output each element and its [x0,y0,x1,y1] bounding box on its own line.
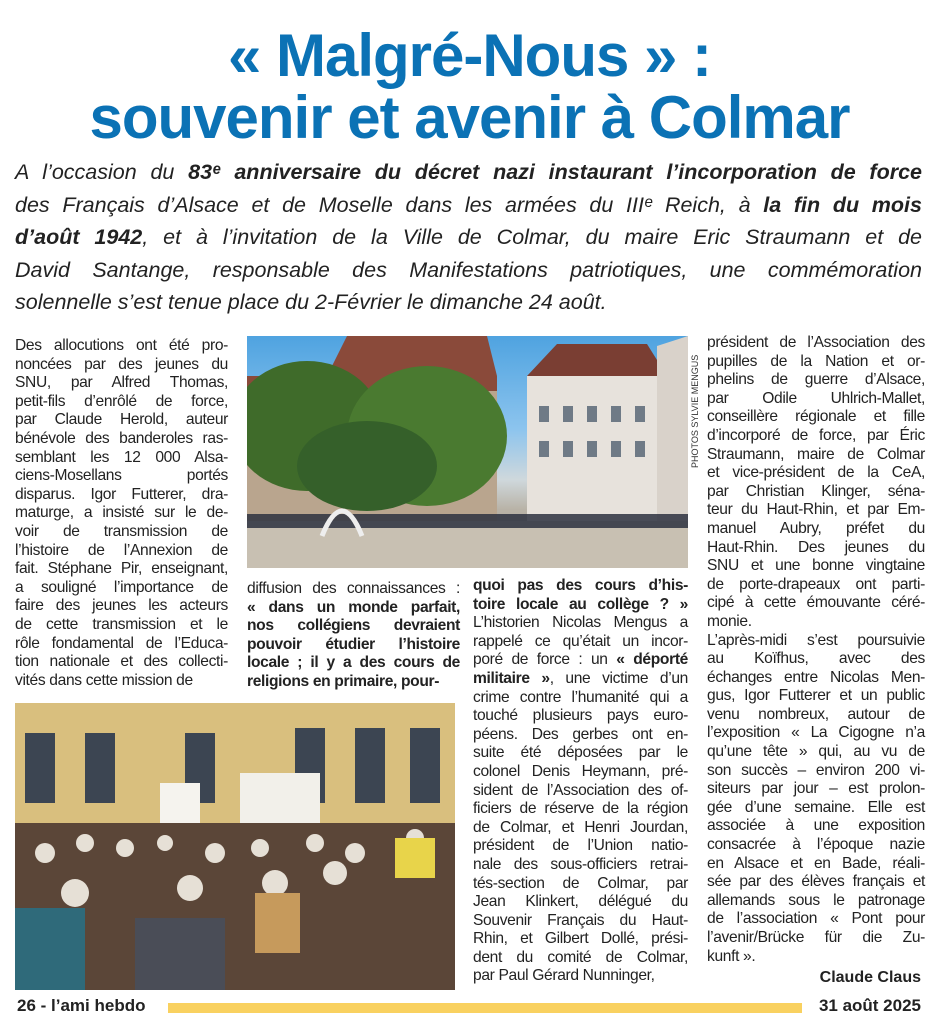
intro-paragraph [15,156,922,319]
text: ficiers de réserve de la région [473,800,688,818]
text: kunft ». [707,947,756,965]
text-line [707,743,925,762]
text-line [15,393,228,412]
text-line [707,948,925,967]
text-line [473,782,688,801]
text: SNU, par Alfred Thomas, [15,374,228,392]
text: gée d’une semaine. Elle est [707,798,925,816]
text-line [15,254,922,287]
text-line [15,221,922,254]
text: suite été déposées par le [473,744,688,762]
text: Jean Klinkert, délégué du [473,893,688,911]
text-line [473,726,688,745]
footer-page-label: 26 - l’ami hebdo [17,996,146,1015]
text: et vice-président de la CeA, [707,464,925,482]
headline-line-1: « Malgré-Nous » : [227,22,712,89]
text: gus, Igor Futterer et un public [707,687,925,705]
text-line [707,892,925,911]
text-line [15,286,922,319]
text-line [473,577,688,596]
text: par Christian Klinger, séna- [707,482,925,500]
text: siteurs par jour – est prolon- [707,780,925,798]
text: par Odile Uhlrich-Mallet, [707,389,925,407]
text-line [247,617,460,636]
text-line [707,762,925,781]
text: poré de force : un [473,651,617,669]
text: de cette transmission et le [15,615,228,633]
bold-text: la fin du mois [763,192,922,217]
text-line [15,616,228,635]
article-column-2 [247,580,460,692]
bold-text: quoi pas des cours d’his- [473,577,688,594]
text-line [15,635,228,654]
text: bénévole des banderoles ras- [15,429,228,447]
text-line [473,949,688,968]
text-line [473,744,688,763]
text: associée à une exposition [707,817,925,835]
text-line [473,967,688,986]
text-line [473,596,688,615]
text: l’histoire de l’Annexion de [15,541,228,559]
byline: Claude Claus [819,969,921,986]
text: rôle fondamental de l’Educa- [15,634,228,652]
text-line [247,580,460,599]
text: maturge, a insisté sur le de- [15,504,228,522]
text: président de l’Association des [707,334,925,351]
text: diffusion des connaissances : [247,580,460,597]
text: touché plusieurs pays euro- [473,707,688,725]
text: rappelé ce qu’était un incor- [473,632,688,650]
text-line [15,672,228,691]
text: qu’une tête » qui, au vu de [707,743,925,761]
text: voir de transmission de [15,522,228,540]
text: échanges entre Nicolas Men- [707,668,925,686]
text-line [15,449,228,468]
text: manuel Aubry, préfet du [707,519,925,537]
text-line [707,427,925,446]
text-line [15,523,228,542]
text-line [707,576,925,595]
text-line [707,353,925,372]
text-line [707,706,925,725]
text: vités dans cette mission de [15,671,193,689]
text: tion nationale et des collecti- [15,653,228,671]
text: Des allocutions ont été pro- [15,337,228,354]
bold-text: « dans un monde parfait, [247,598,460,616]
text: crime contre l’humanité qui a [473,688,688,706]
ceremony-photo [247,336,688,568]
text-line [707,669,925,688]
text-line [707,446,925,465]
text: Rhin, et Gilbert Dollé, prési- [473,930,688,948]
text: en Alsace et en Bade, réali- [707,854,925,872]
text-line [707,483,925,502]
bold-text: 83ᵉ anniversaire du décret nazi instaurant l’incorporation de force [188,160,922,184]
text: A l’occasion du [15,160,189,184]
text-line [473,670,688,689]
text-line [15,156,922,189]
text: au Koïfhus, avec des [707,650,925,668]
text: conseillère régionale et fille [707,408,925,426]
text-line [473,800,688,819]
text: l’exposition « La Cigogne n’a [707,724,925,742]
text: dent du comité de Colmar, [473,948,688,966]
text-line [15,374,228,393]
text-line [707,929,925,948]
text-line [473,633,688,652]
text-line [707,817,925,836]
article-column-4 [707,334,925,966]
text: consacrée à l’époque nazie [707,836,925,854]
text: teur du Haut-Rhin, et par Em- [707,501,925,519]
text: tés-section de Colmar, par [473,874,688,892]
text-line [473,614,688,633]
bold-text: pouvoir étudier l’histoire [247,635,460,653]
text-line [15,356,228,375]
text-line [15,411,228,430]
text: colonel Denis Heymann, pré- [473,762,688,780]
text: faire des jeunes les acteurs [15,597,228,615]
text-line [707,557,925,576]
text-line [473,837,688,856]
text: L’après-midi s’est poursuivie [707,631,925,649]
text: David Santange, responsable des Manifestations patriotiques, une commémoration [15,257,922,282]
bold-text: d’août 1942 [15,225,143,250]
text-line [707,632,925,651]
text: de l’association « Pont pour [707,910,925,928]
text-line [707,390,925,409]
text-line [15,337,228,356]
text-line [707,520,925,539]
text-line [707,650,925,669]
text-line [473,651,688,670]
text-line [707,836,925,855]
text: , une victime d’un [549,669,688,687]
text-line [707,613,925,632]
text: cipé à cette émouvante céré- [707,594,925,612]
text: disparus. Igor Futterer, dra- [15,485,228,503]
article-column-1 [15,337,228,690]
text-line [15,653,228,672]
bold-text: « déporté [616,651,688,669]
text-line [707,910,925,929]
text-line [247,654,460,673]
text-line [247,599,460,618]
text-line [473,856,688,875]
exhibition-audience-photo [15,703,455,990]
text-line [15,504,228,523]
text: président de l’Union natio- [473,837,688,855]
text: ciens-Mosellans portés [15,467,228,485]
text-line [473,819,688,838]
text: solennelle s’est tenue place du 2-Février le dimanche 24 août. [15,290,607,315]
text-line [473,707,688,726]
text-line [15,430,228,449]
bold-text: nos collégiens devraient [247,617,460,635]
footer-bar [168,1003,802,1013]
text: son succès – environ 200 vi- [707,761,925,779]
text: , et à l’invitation de la Ville de Colmar, du maire Eric Straumann et de [142,225,922,250]
text: l’avenir/Brücke für die Zu- [707,929,925,946]
text-line [15,467,228,486]
text: petit-fils d’enrôlé de force, [15,392,228,410]
text-line [707,724,925,743]
text: péens. Des gerbes ont en- [473,725,688,743]
text-line [473,875,688,894]
text: de porte-drapeaux ont parti- [707,575,925,593]
text-line [707,539,925,558]
text-line [707,799,925,818]
text: SNU et une bonne vingtaine [707,557,925,575]
text: noncées par des jeunes du [15,355,228,373]
text: sident de l’Association des of- [473,781,688,799]
text: semblant les 12 000 Alsa- [15,448,228,466]
text: d’incorporé de force, par Éric [707,426,925,444]
text-line [15,542,228,561]
bold-text: militaire » [473,669,550,687]
text-line [15,560,228,579]
article-column-3 [473,577,688,986]
text: phelins de guerre d’Alsace, [707,371,925,389]
text: Haut-Rhin. Des jeunes du [707,538,925,556]
text: Souvenir Français du Haut- [473,911,688,929]
text-line [473,893,688,912]
photo-credit: PHOTOS SYLVIE MENGUS [690,354,700,468]
text-line [15,486,228,505]
text-line [707,501,925,520]
text-line [707,780,925,799]
text-line [707,687,925,706]
text: des Français d’Alsace et de Moselle dans les armées du IIIᵉ Reich, à [15,192,764,217]
text: sée par des élèves français et [707,873,925,891]
text-line [707,594,925,613]
text: pupilles de la Nation et or- [707,352,925,370]
text: Straumann, maire de Colmar [707,445,925,463]
text-line [15,579,228,598]
text: a souligné l’importance de [15,578,228,596]
text: par Paul Gérard Nunninger, [473,967,655,985]
text-line [473,763,688,782]
text-line [247,636,460,655]
text-line [15,597,228,616]
text-line [707,408,925,427]
text-line [473,912,688,931]
text: nale des sous-officiers retrai- [473,855,688,873]
text-line [707,371,925,390]
bold-text: religions en primaire, pour- [247,672,440,690]
text: de Colmar, et Henri Jourdan, [473,818,688,836]
text-line [707,334,925,353]
bold-text: toire locale au collège ? » [473,595,688,613]
text-line [247,673,460,692]
text: venu nombreux, autour de [707,705,925,723]
text: par Claude Herold, auteur [15,411,228,429]
text-line [473,930,688,949]
text: L’historien Nicolas Mengus a [473,614,688,632]
text: fait. Stéphane Pir, enseignant, [15,560,228,578]
text-line [707,873,925,892]
text-line [15,189,922,222]
text: monie. [707,612,752,630]
headline-line-2: souvenir et avenir à Colmar [89,84,850,151]
footer-date: 31 août 2025 [818,996,921,1015]
text-line [707,855,925,874]
bold-text: locale ; il y a des cours de [247,654,460,672]
text-line [707,464,925,483]
text-line [473,689,688,708]
text: allemands sous le patronage [707,891,925,909]
